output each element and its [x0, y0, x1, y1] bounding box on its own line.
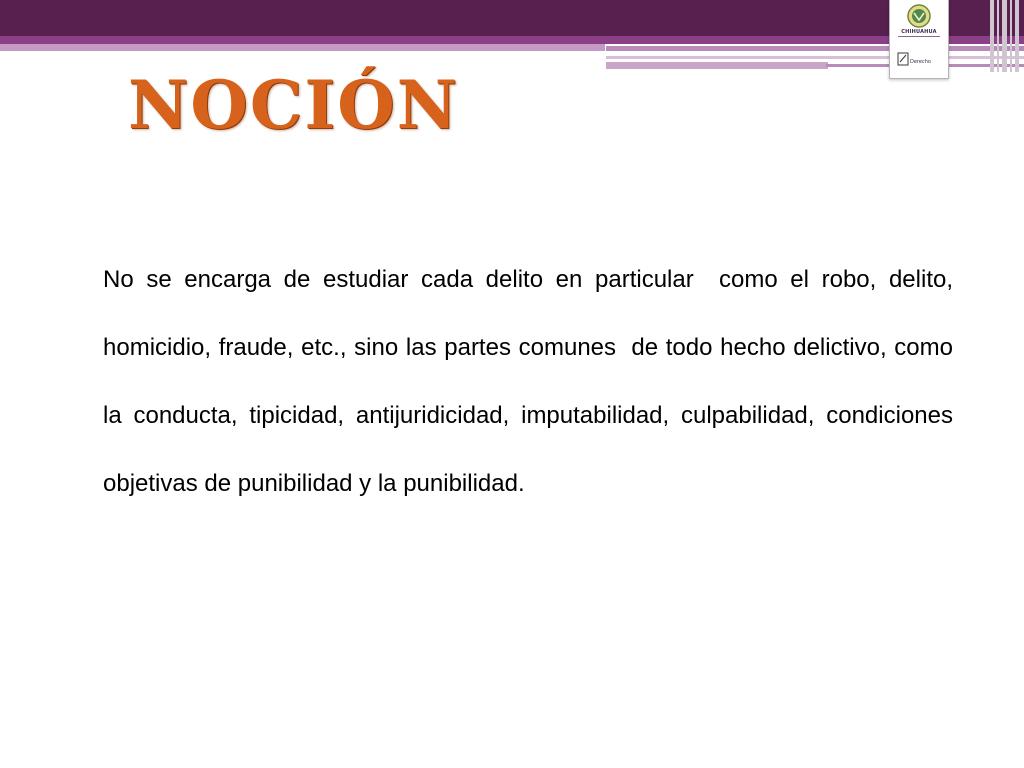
- logo-university-name: CHIHUAHUA: [901, 29, 937, 35]
- decorative-vertical-stripes: [988, 0, 1024, 72]
- slide-title: NOCIÓN: [128, 66, 460, 144]
- slide-body-text: No se encarga de estudiar cada delito en particular como el robo, delito, homicidio, fraude, etc., sino las partes comunes de todo hecho delictivo, como la conducta, tipicidad, antijuridicidad, imputabilidad, culpabilidad, condiciones objetivas de punibilidad y la punibilidad.: [103, 266, 960, 497]
- logo-faculty-name: Derecho: [910, 59, 931, 65]
- header-thin-stripe: [606, 46, 1024, 51]
- header-light-stripe: [0, 44, 605, 51]
- university-seal-icon: [890, 0, 948, 78]
- header-bar: [0, 0, 1024, 36]
- header-thin-stripe: [606, 56, 1024, 59]
- header-thin-stripe: [606, 62, 828, 69]
- university-logo: [889, 0, 949, 79]
- header-accent-bar: [0, 36, 1024, 44]
